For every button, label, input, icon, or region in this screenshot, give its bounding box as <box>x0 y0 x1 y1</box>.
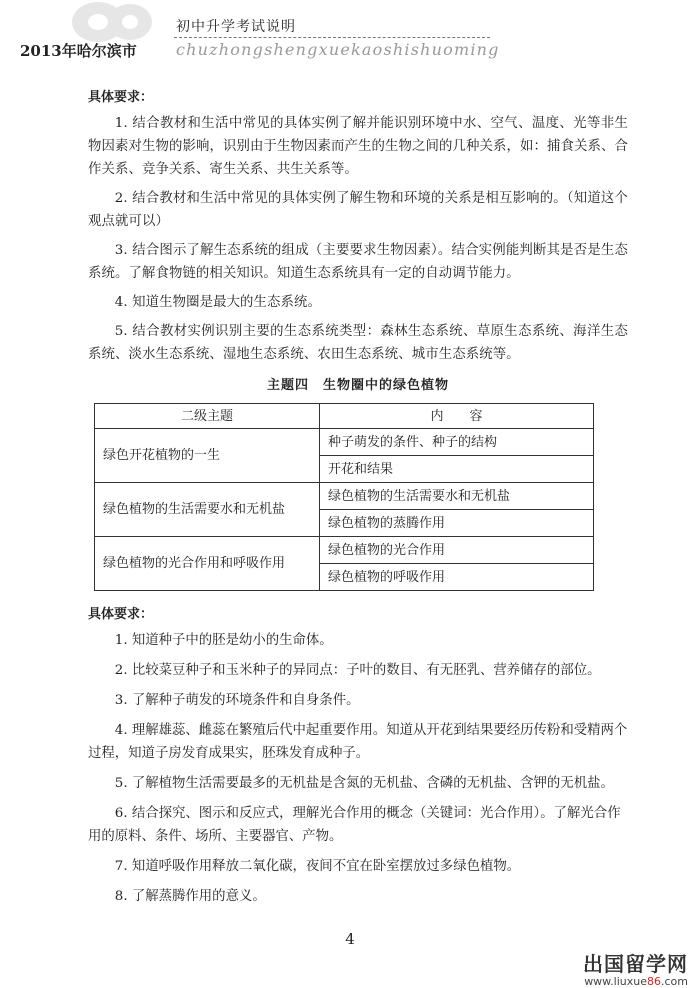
column-header: 二级主题 <box>95 404 320 429</box>
table-row <box>95 483 594 510</box>
watermark-url-suffix: .com <box>661 975 688 988</box>
requirement-item: 3. 了解种子萌发的环境条件和自身条件。 <box>114 693 360 708</box>
requirement-item: 4. 理解雄蕊、雌蕊在繁殖后代中起重要作用。知道从开花到结果要经历传粉和受精两个过程，知道子房发育成果实，胚珠发育成种子。 <box>88 723 628 761</box>
requirement-item: 6. 结合探究、图示和反应式，理解光合作用的概念（关键词：光合作用）。了解光合作用的原料、条件、场所、主要器官、产物。 <box>88 806 621 844</box>
table-cell-topic: 绿色开花植物的一生 <box>95 429 320 483</box>
requirement-item: 2. 结合教材和生活中常见的具体实例了解生物和环境的关系是相互影响的。（知道这个观点就可以） <box>88 191 628 229</box>
table-cell-content: 绿色植物的蒸腾作用 <box>320 510 594 537</box>
requirement-item: 7. 知道呼吸作用释放二氧化碳，夜间不宜在卧室摆放过多绿色植物。 <box>114 859 521 874</box>
watermark-url <box>583 975 688 988</box>
table-cell-content: 绿色植物的光合作用 <box>320 537 594 564</box>
page-content <box>88 86 628 915</box>
table-cell-content: 种子萌发的条件、种子的结构 <box>320 429 594 456</box>
requirement-item: 8. 了解蒸腾作用的意义。 <box>114 889 266 904</box>
table-row <box>95 429 594 456</box>
header-title: 初中升学考试说明 <box>176 19 296 35</box>
page-number: 4 <box>345 930 355 948</box>
watermark-text: 出国留学网 <box>583 952 688 976</box>
requirement-item: 1. 知道种子中的胚是幼小的生命体。 <box>114 633 333 648</box>
table-row <box>95 537 594 564</box>
section-heading: 具体要求： <box>88 90 154 105</box>
section-heading: 具体要求： <box>88 607 154 622</box>
requirement-item: 5. 了解植物生活需要最多的无机盐是含氮的无机盐、含磷的无机盐、含钾的无机盐。 <box>114 776 614 791</box>
table-cell-content: 开花和结果 <box>320 456 594 483</box>
table-cell-topic: 绿色植物的生活需要水和无机盐 <box>95 483 320 537</box>
table-cell-content: 绿色植物的呼吸作用 <box>320 564 594 591</box>
header-pinyin: chuzhongshengxuekaoshishuoming <box>176 40 500 59</box>
table-cell-topic: 绿色植物的光合作用和呼吸作用 <box>95 537 320 591</box>
topic-table <box>94 403 594 591</box>
header-city: 2013年哈尔滨市 <box>20 42 137 60</box>
requirement-item: 4. 知道生物圈是最大的生态系统。 <box>114 295 321 310</box>
requirement-item: 5. 结合教材实例识别主要的生态系统类型：森林生态系统、草原生态系统、海洋生态系统、淡水生态系统、湿地生态系统、农田生态系统、城市生态系统等。 <box>88 324 628 362</box>
table-cell-content: 绿色植物的生活需要水和无机盐 <box>320 483 594 510</box>
watermark-url-prefix: www.liuxue <box>584 975 647 988</box>
watermark <box>583 948 688 988</box>
requirement-item: 3. 结合图示了解生态系统的组成（主要要求生物因素）。结合实例能判断其是否是生态系统。了解食物链的相关知识。知道生态系统具有一定的自动调节能力。 <box>88 243 628 281</box>
requirement-item: 1. 结合教材和生活中常见的具体实例了解并能识别环境中水、空气、温度、光等非生物因素对生物的影响，识别由于生物因素而产生的生物之间的几种关系，如：捕食关系、合作关系、竞争关系、寄生关系、共生关系等。 <box>88 116 628 177</box>
table-title: 主题四 生物圈中的绿色植物 <box>266 378 449 393</box>
requirement-item: 2. 比较菜豆种子和玉米种子的异同点：子叶的数目、有无胚乳、营养储存的部位。 <box>114 663 601 678</box>
table-header-row <box>95 404 594 429</box>
watermark-url-highlight: 86 <box>647 975 661 988</box>
header-divider <box>174 37 490 38</box>
column-header: 内 容 <box>320 404 594 429</box>
